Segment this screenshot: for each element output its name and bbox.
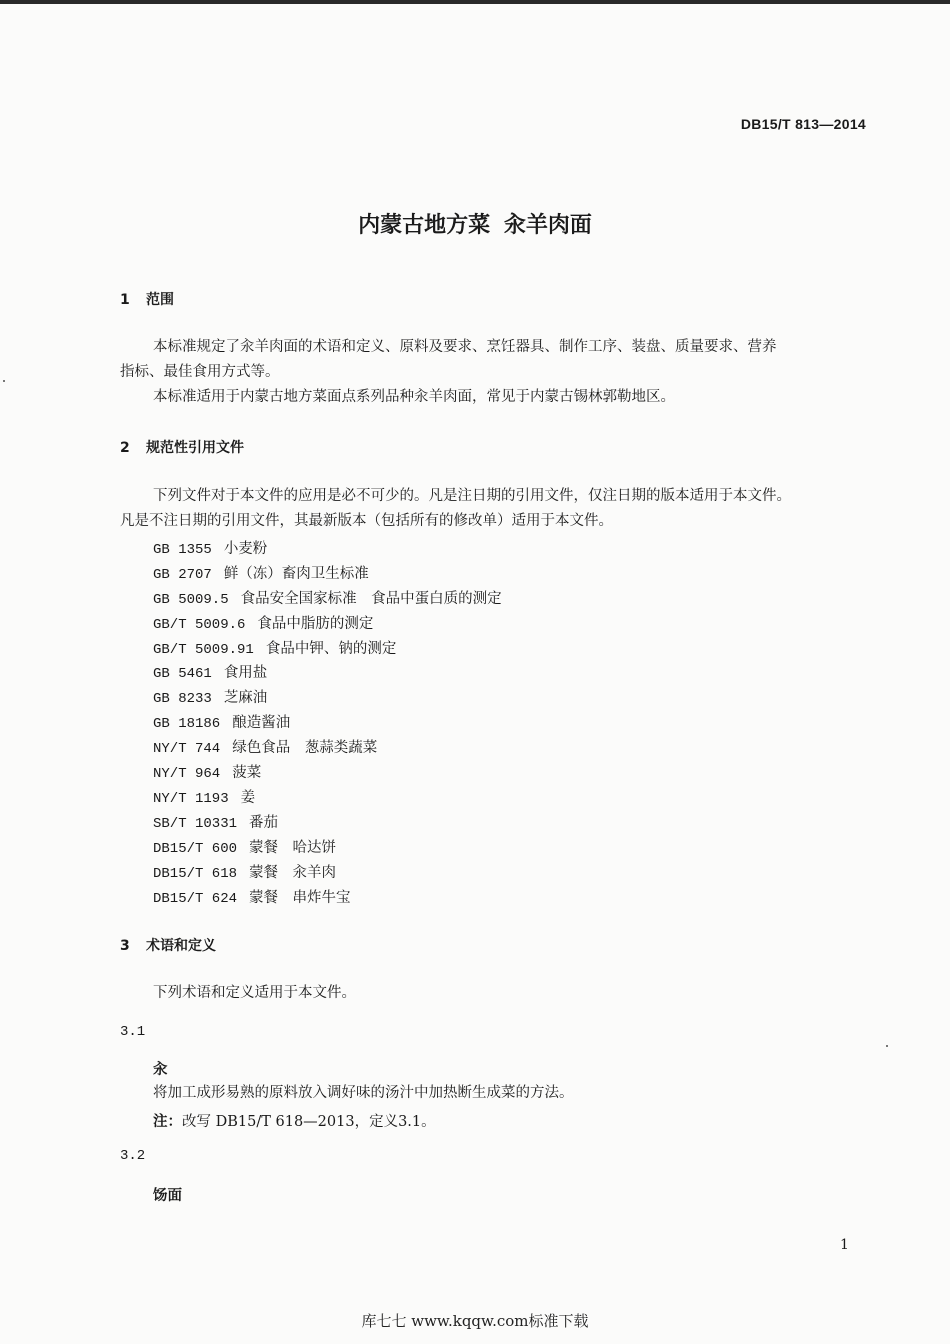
reference-item: GB 5461 食用盐 [153,665,268,682]
reference-item: DB15/T 618 蒙餐 汆羊肉 [153,865,337,882]
subclause-number: 3.2 [120,1148,146,1164]
reference-item: GB/T 5009.6 食品中脂肪的测定 [153,616,374,633]
reference-item: GB 5009.5 食品安全国家标准 食品中蛋白质的测定 [153,591,502,608]
scope-paragraph-1-line-1: 本标准规定了汆羊肉面的术语和定义、原料及要求、烹饪器具、制作工序、装盘、质量要求、营养 [153,339,777,355]
reference-item: GB 8233 芝麻油 [153,690,268,707]
page-number: 1 [840,1237,849,1253]
section-1-heading [120,289,174,309]
reference-item: GB 2707 鲜（冻）畜肉卫生标准 [153,566,369,583]
reference-item: NY/T 1193 姜 [153,790,256,807]
reference-item: SB/T 10331 番茄 [153,815,279,832]
refs-intro-line-1: 下列文件对于本文件的应用是必不可少的。凡是注日期的引用文件，仅注日期的版本适用于本文件。 [153,488,791,504]
reference-item: NY/T 744 绿色食品 葱蒜类蔬菜 [153,740,378,757]
scan-top-edge [0,0,950,4]
subclause-number: 3.1 [120,1024,146,1040]
reference-item: DB15/T 600 蒙餐 哈达饼 [153,840,337,857]
section-2-heading [120,437,244,457]
scope-paragraph-1-line-2: 指标、最佳食用方式等。 [120,364,280,380]
note-label: 注： [153,1114,182,1130]
watermark-footer: 库七七 www.kqqw.com标准下载 [361,1312,589,1330]
reference-item: GB 18186 酿造酱油 [153,715,291,732]
section-title: 规范性引用文件 [146,440,244,456]
term-name: 汆 [153,1062,168,1078]
reference-item: GB 1355 小麦粉 [153,541,268,558]
standard-code: DB15/T 813—2014 [740,116,866,132]
terms-intro: 下列术语和定义适用于本文件。 [153,985,356,1001]
section-title: 范围 [146,292,174,308]
term-definition: 将加工成形易熟的原料放入调好味的汤汁中加热断生成菜的方法。 [153,1085,574,1101]
refs-intro-line-2: 凡是不注日期的引用文件，其最新版本（包括所有的修改单）适用于本文件。 [120,513,613,529]
section-3-heading [120,935,216,955]
note-text: 改写 DB15/T 618—2013，定义3.1。 [182,1114,436,1130]
section-number: 2 [120,440,130,456]
reference-item: NY/T 964 菠菜 [153,765,262,782]
scan-speck [886,1045,888,1047]
reference-item: DB15/T 624 蒙餐 串炸牛宝 [153,890,351,907]
scope-paragraph-2: 本标准适用于内蒙古地方菜面点系列品种汆羊肉面，常见于内蒙古锡林郭勒地区。 [153,389,675,405]
section-title: 术语和定义 [146,938,216,954]
scan-speck [3,380,5,382]
section-number: 3 [120,938,130,954]
term-note [153,1110,436,1131]
document-title: 内蒙古地方菜 汆羊肉面 [358,213,592,238]
reference-item: GB/T 5009.91 食品中钾、钠的测定 [153,641,397,658]
section-number: 1 [120,292,130,308]
term-name: 饧面 [153,1188,182,1204]
